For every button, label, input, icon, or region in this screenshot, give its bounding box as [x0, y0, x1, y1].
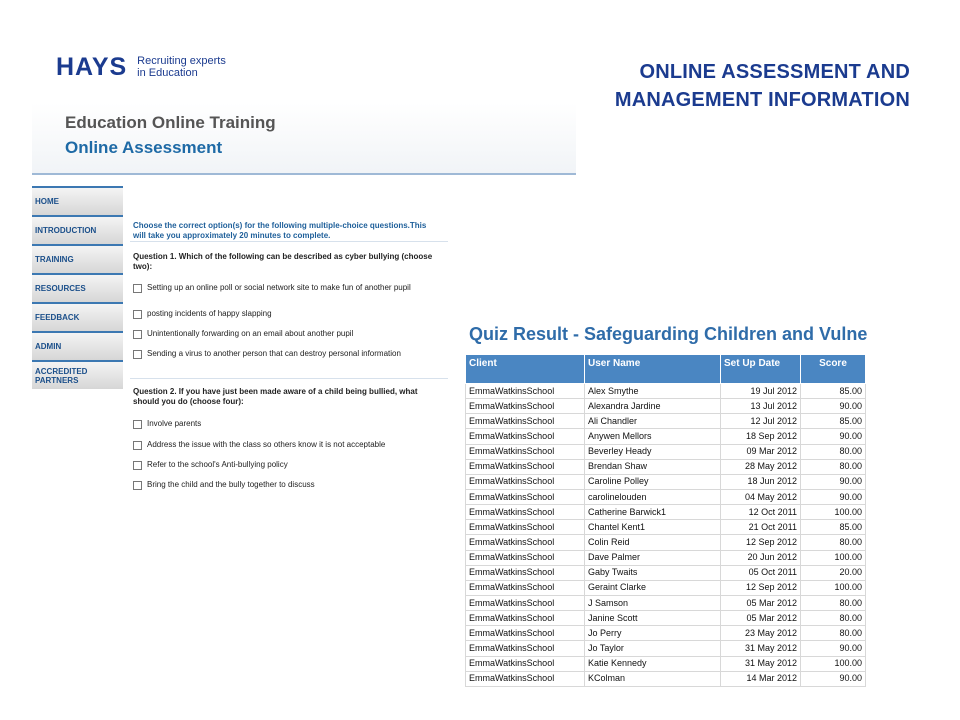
cell-set-up-date: 18 Jun 2012 — [721, 474, 801, 489]
cell-score: 90.00 — [801, 474, 866, 489]
divider — [130, 378, 448, 379]
cell-client: EmmaWatkinsSchool — [466, 489, 585, 504]
logo-tagline — [137, 55, 226, 79]
question-1-option-2 — [133, 309, 433, 319]
app-title: Education Online Training — [65, 113, 276, 132]
option-label: Unintentionally forwarding on an email about another pupil — [147, 329, 354, 338]
cell-score: 100.00 — [801, 550, 866, 565]
table-row — [466, 550, 866, 565]
cell-client: EmmaWatkinsSchool — [466, 550, 585, 565]
checkbox[interactable] — [133, 481, 142, 490]
question-2-option-2 — [133, 440, 433, 450]
cell-set-up-date: 19 Jul 2012 — [721, 384, 801, 399]
cell-score: 85.00 — [801, 414, 866, 429]
option-label: posting incidents of happy slapping — [147, 309, 272, 318]
question-2-option-4 — [133, 480, 433, 490]
cell-set-up-date: 12 Sep 2012 — [721, 580, 801, 595]
tagline-line-1: Recruiting experts — [137, 55, 226, 67]
table-row — [466, 595, 866, 610]
cell-set-up-date: 05 Mar 2012 — [721, 595, 801, 610]
results-body — [466, 384, 866, 687]
slide-title-line-1: ONLINE ASSESSMENT AND — [639, 61, 910, 83]
option-label: Setting up an online poll or social network site to make fun of another pupil — [147, 283, 411, 292]
table-row — [466, 626, 866, 641]
cell-client: EmmaWatkinsSchool — [466, 414, 585, 429]
cell-set-up-date: 13 Jul 2012 — [721, 399, 801, 414]
cell-user-name: Alexandra Jardine — [585, 399, 721, 414]
checkbox[interactable] — [133, 350, 142, 359]
table-row — [466, 671, 866, 686]
checkbox[interactable] — [133, 330, 142, 339]
option-label: Bring the child and the bully together to discuss — [147, 480, 315, 489]
cell-score: 100.00 — [801, 656, 866, 671]
cell-set-up-date: 18 Sep 2012 — [721, 429, 801, 444]
cell-user-name: Katie Kennedy — [585, 656, 721, 671]
table-row — [466, 611, 866, 626]
question-2-option-3 — [133, 460, 433, 470]
cell-user-name: Beverley Heady — [585, 444, 721, 459]
option-label: Involve parents — [147, 419, 202, 428]
table-row — [466, 459, 866, 474]
cell-set-up-date: 09 Mar 2012 — [721, 444, 801, 459]
cell-user-name: Catherine Barwick1 — [585, 505, 721, 520]
nav-item-feedback[interactable]: FEEDBACK — [32, 302, 123, 331]
cell-set-up-date: 31 May 2012 — [721, 641, 801, 656]
tagline-line-2: in Education — [137, 67, 198, 79]
cell-set-up-date: 20 Jun 2012 — [721, 550, 801, 565]
nav-item-home[interactable]: HOME — [32, 186, 123, 215]
cell-set-up-date: 14 Mar 2012 — [721, 671, 801, 686]
nav-item-accredited-partners[interactable]: ACCREDITED PARTNERS — [32, 360, 123, 389]
table-row — [466, 429, 866, 444]
option-label: Address the issue with the class so others know it is not acceptable — [147, 440, 386, 449]
cell-user-name: Ali Chandler — [585, 414, 721, 429]
cell-score: 100.00 — [801, 505, 866, 520]
cell-client: EmmaWatkinsSchool — [466, 429, 585, 444]
cell-client: EmmaWatkinsSchool — [466, 580, 585, 595]
cell-user-name: Geraint Clarke — [585, 580, 721, 595]
cell-score: 80.00 — [801, 626, 866, 641]
cell-user-name: carolinelouden — [585, 489, 721, 504]
cell-user-name: Jo Taylor — [585, 641, 721, 656]
cell-user-name: Caroline Polley — [585, 474, 721, 489]
divider — [130, 241, 448, 242]
table-header-row — [466, 355, 866, 384]
column-header-client[interactable]: Client — [466, 355, 585, 384]
option-label: Sending a virus to another person that can destroy personal information — [147, 349, 401, 358]
cell-set-up-date: 12 Sep 2012 — [721, 535, 801, 550]
cell-user-name: Janine Scott — [585, 611, 721, 626]
nav-item-resources[interactable]: RESOURCES — [32, 273, 123, 302]
cell-set-up-date: 05 Oct 2011 — [721, 565, 801, 580]
cell-user-name: Brendan Shaw — [585, 459, 721, 474]
table-row — [466, 565, 866, 580]
table-row — [466, 399, 866, 414]
cell-client: EmmaWatkinsSchool — [466, 656, 585, 671]
cell-set-up-date: 31 May 2012 — [721, 656, 801, 671]
checkbox[interactable] — [133, 461, 142, 470]
question-1-title: Question 1. Which of the following can be described as cyber bullying (choose two): — [133, 252, 433, 271]
cell-user-name: Jo Perry — [585, 626, 721, 641]
results-table — [465, 354, 866, 687]
cell-user-name: J Samson — [585, 595, 721, 610]
cell-client: EmmaWatkinsSchool — [466, 565, 585, 580]
cell-client: EmmaWatkinsSchool — [466, 520, 585, 535]
table-row — [466, 505, 866, 520]
cell-score: 100.00 — [801, 580, 866, 595]
column-header-set-up-date[interactable]: Set Up Date — [721, 355, 801, 384]
column-header-score[interactable]: Score — [801, 355, 866, 384]
cell-user-name: Gaby Twaits — [585, 565, 721, 580]
table-row — [466, 580, 866, 595]
cell-score: 90.00 — [801, 429, 866, 444]
nav-item-admin[interactable]: ADMIN — [32, 331, 123, 360]
table-row — [466, 489, 866, 504]
checkbox[interactable] — [133, 420, 142, 429]
table-row — [466, 535, 866, 550]
slide-title-line-2: MANAGEMENT INFORMATION — [614, 89, 910, 111]
checkbox[interactable] — [133, 441, 142, 450]
cell-client: EmmaWatkinsSchool — [466, 535, 585, 550]
cell-client: EmmaWatkinsSchool — [466, 641, 585, 656]
cell-set-up-date: 21 Oct 2011 — [721, 520, 801, 535]
cell-user-name: KColman — [585, 671, 721, 686]
cell-client: EmmaWatkinsSchool — [466, 626, 585, 641]
cell-score: 80.00 — [801, 459, 866, 474]
table-row — [466, 641, 866, 656]
nav-item-introduction[interactable]: INTRODUCTION — [32, 215, 123, 244]
table-row — [466, 384, 866, 399]
cell-user-name: Chantel Kent1 — [585, 520, 721, 535]
cell-set-up-date: 12 Jul 2012 — [721, 414, 801, 429]
nav-item-training[interactable]: TRAINING — [32, 244, 123, 273]
question-2-option-1 — [133, 419, 433, 429]
table-row — [466, 444, 866, 459]
cell-score: 80.00 — [801, 535, 866, 550]
cell-set-up-date: 05 Mar 2012 — [721, 611, 801, 626]
cell-client: EmmaWatkinsSchool — [466, 611, 585, 626]
cell-client: EmmaWatkinsSchool — [466, 399, 585, 414]
training-nav — [32, 186, 123, 389]
table-row — [466, 414, 866, 429]
cell-set-up-date: 28 May 2012 — [721, 459, 801, 474]
cell-client: EmmaWatkinsSchool — [466, 595, 585, 610]
question-1-option-3 — [133, 329, 433, 339]
cell-score: 80.00 — [801, 611, 866, 626]
hays-logo — [56, 54, 226, 80]
slide-title — [615, 58, 910, 114]
cell-client: EmmaWatkinsSchool — [466, 671, 585, 686]
option-label: Refer to the school's Anti-bullying policy — [147, 460, 288, 469]
cell-score: 80.00 — [801, 444, 866, 459]
cell-set-up-date: 12 Oct 2011 — [721, 505, 801, 520]
cell-user-name: Dave Palmer — [585, 550, 721, 565]
table-row — [466, 520, 866, 535]
cell-client: EmmaWatkinsSchool — [466, 505, 585, 520]
training-app-header — [32, 103, 576, 175]
cell-user-name: Alex Smythe — [585, 384, 721, 399]
cell-client: EmmaWatkinsSchool — [466, 444, 585, 459]
app-subtitle: Online Assessment — [65, 138, 223, 157]
cell-score: 90.00 — [801, 399, 866, 414]
question-1-option-4 — [133, 349, 433, 359]
cell-score: 85.00 — [801, 520, 866, 535]
checkbox[interactable] — [133, 284, 142, 293]
table-row — [466, 474, 866, 489]
cell-client: EmmaWatkinsSchool — [466, 459, 585, 474]
cell-user-name: Colin Reid — [585, 535, 721, 550]
logo-wordmark: HAYS — [56, 53, 128, 81]
cell-set-up-date: 23 May 2012 — [721, 626, 801, 641]
cell-user-name: Anywen Mellors — [585, 429, 721, 444]
question-2-title: Question 2. If you have just been made aware of a child being bullied, what should you do (choose four): — [133, 387, 418, 406]
cell-score: 90.00 — [801, 671, 866, 686]
results-title: Quiz Result - Safeguarding Children and Vulne — [469, 324, 868, 344]
cell-client: EmmaWatkinsSchool — [466, 474, 585, 489]
quiz-intro: Choose the correct option(s) for the following multiple-choice questions.This will take you approximately 20 minutes to complete. — [133, 221, 427, 240]
cell-score: 80.00 — [801, 595, 866, 610]
cell-score: 90.00 — [801, 489, 866, 504]
cell-score: 90.00 — [801, 641, 866, 656]
question-1-option-1 — [133, 283, 433, 293]
table-row — [466, 656, 866, 671]
cell-client: EmmaWatkinsSchool — [466, 384, 585, 399]
cell-score: 20.00 — [801, 565, 866, 580]
column-header-user-name[interactable]: User Name — [585, 355, 721, 384]
checkbox[interactable] — [133, 310, 142, 319]
cell-set-up-date: 04 May 2012 — [721, 489, 801, 504]
cell-score: 85.00 — [801, 384, 866, 399]
